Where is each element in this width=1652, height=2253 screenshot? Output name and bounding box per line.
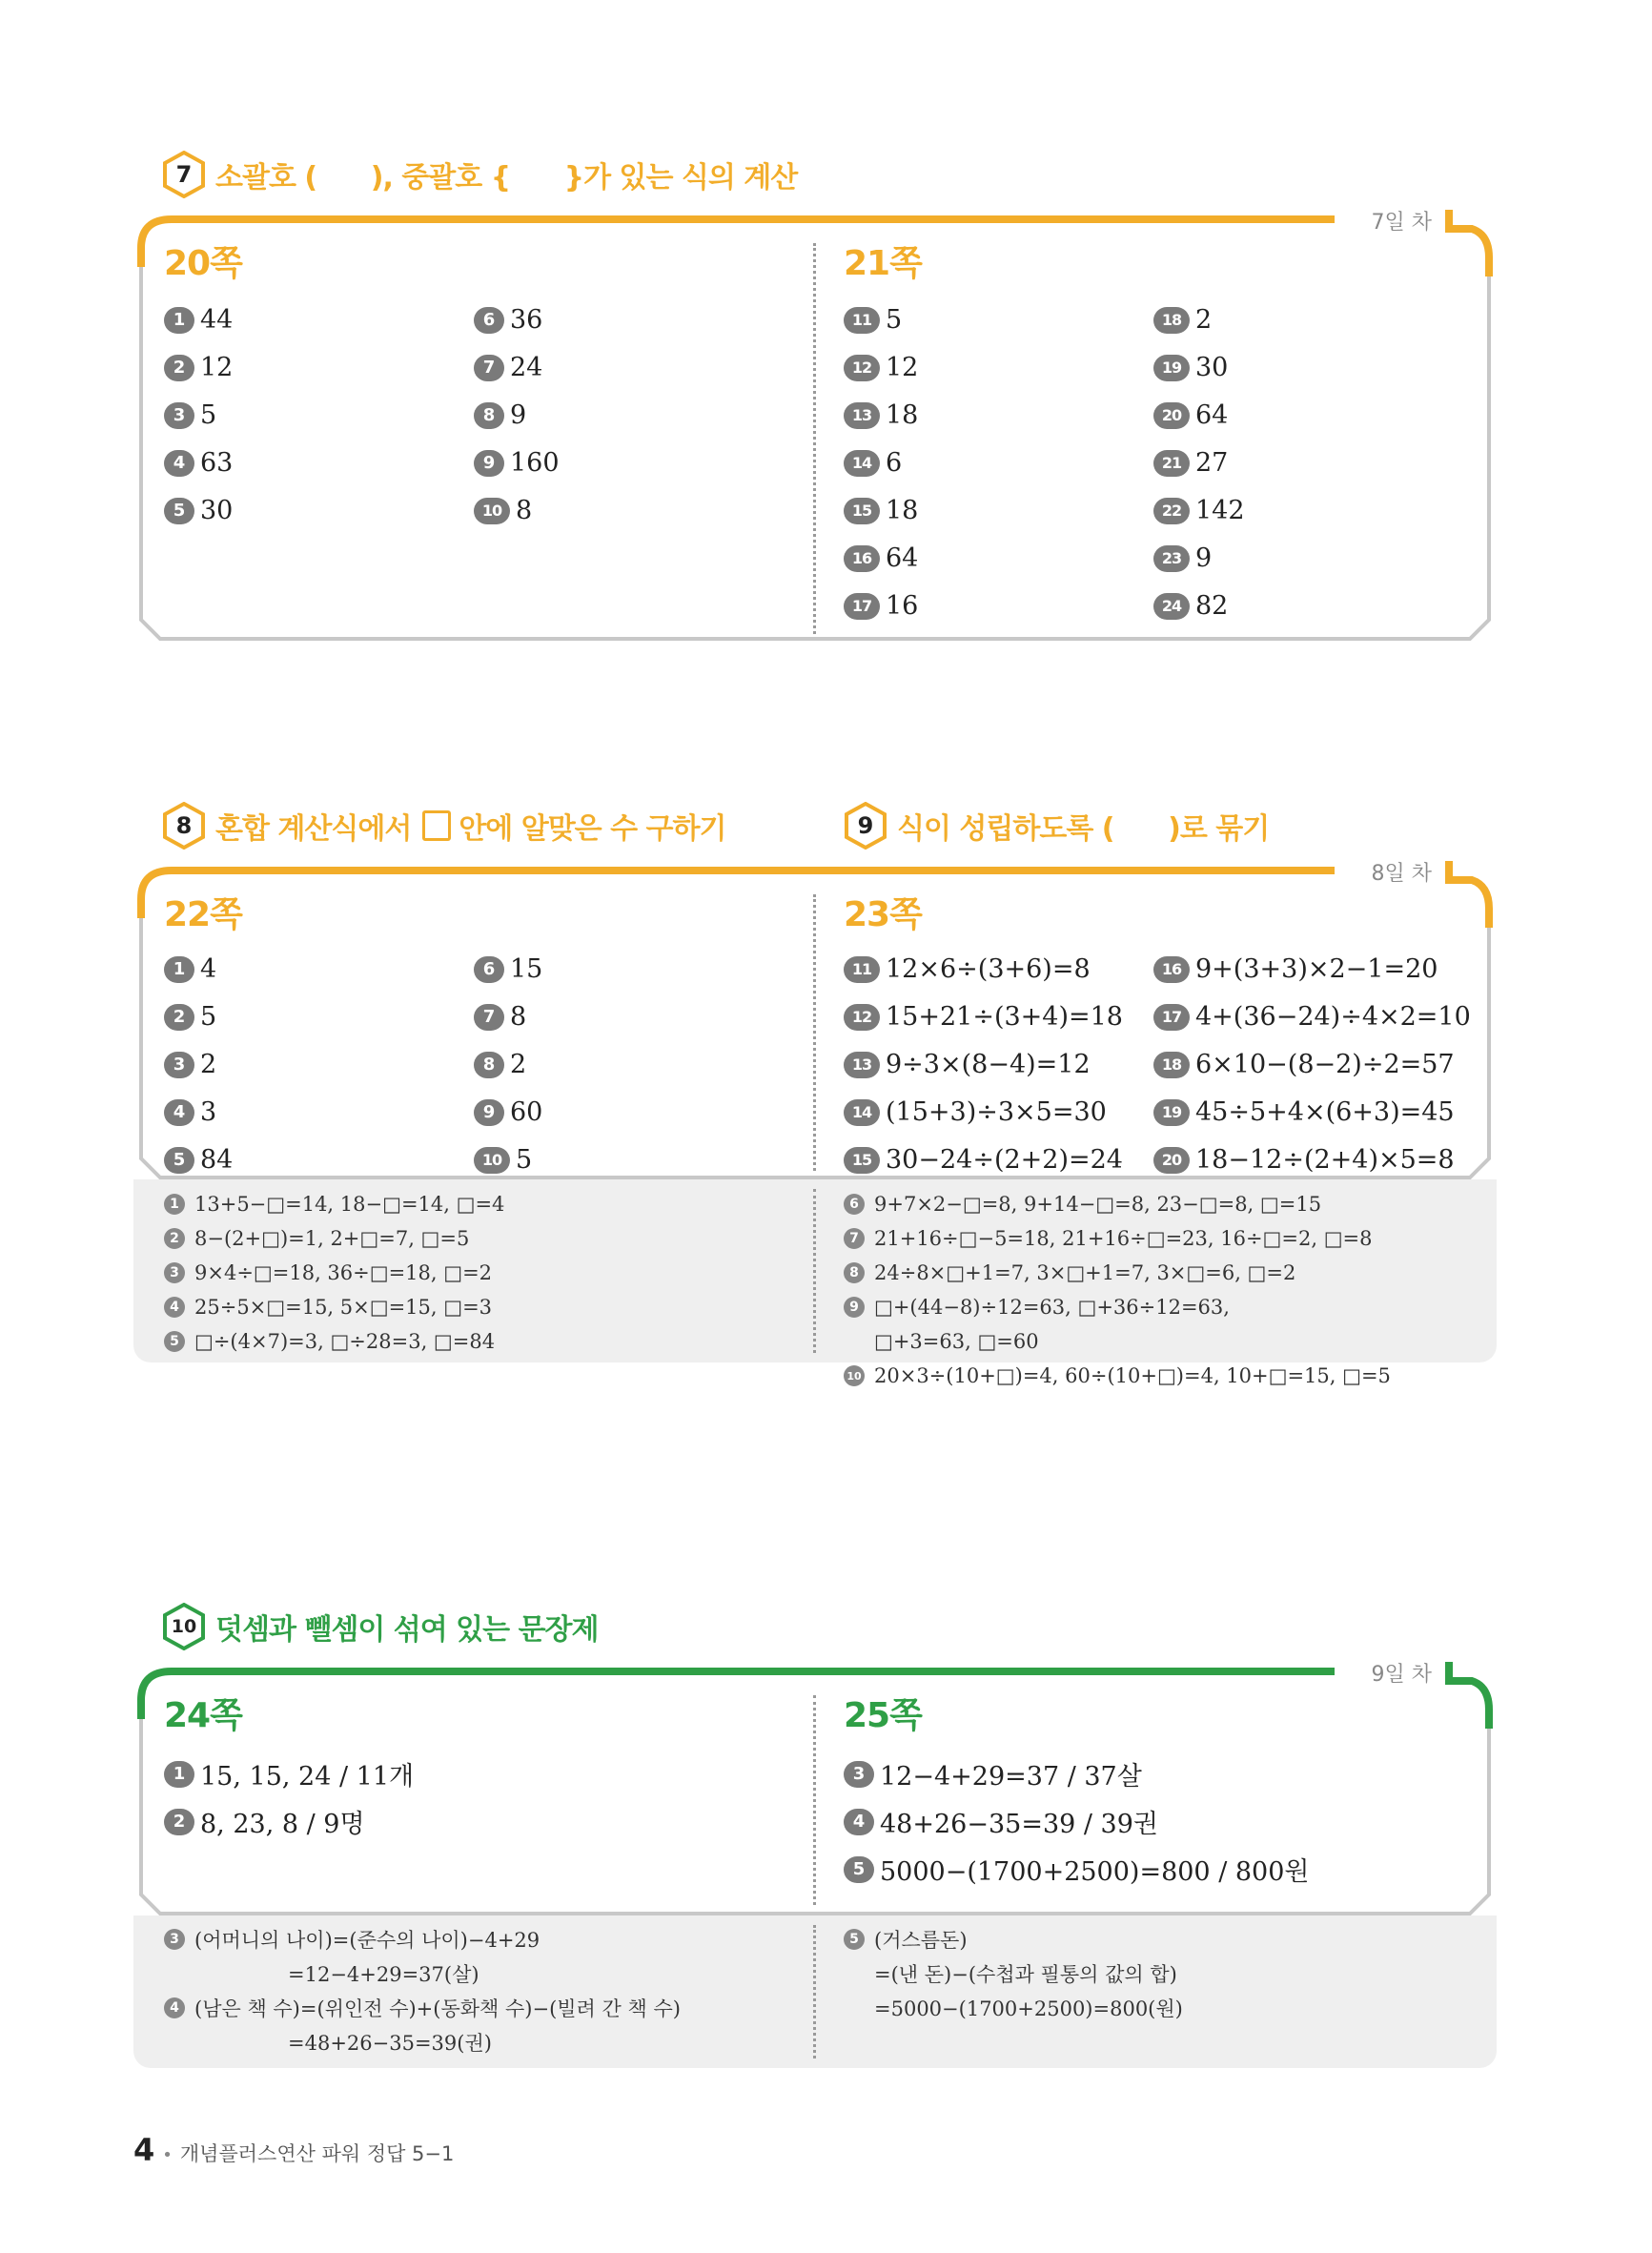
answer-value: 5: [886, 305, 903, 335]
answer-value: 15, 15, 24 / 11개: [200, 1762, 415, 1792]
section-8-title-b: 안에 알맞은 수 구하기: [459, 812, 726, 846]
answer-value: 36: [510, 305, 543, 335]
section-10-title: 덧셈과 뺄셈이 섞여 있는 문장제: [215, 1613, 599, 1647]
explanation-text: 20×3÷(10+□)=4, 60÷(10+□)=4, 10+□=15, □=5: [874, 1364, 1391, 1387]
answer-value: 5: [516, 1145, 533, 1175]
item-number-badge: 7: [844, 1228, 865, 1249]
answer-value: 30: [200, 496, 234, 525]
answer-value: 64: [1195, 400, 1229, 430]
answer-item: [1153, 1145, 1455, 1175]
explanation-line: [844, 1925, 968, 1954]
item-number-badge: 3: [164, 1929, 185, 1950]
explanation-text: =48+26−35=39(권): [288, 2032, 492, 2055]
answer-value: 12−4+29=37 / 37살: [880, 1762, 1142, 1792]
answer-value: 2: [1195, 305, 1213, 335]
explanation-line: [164, 1261, 492, 1284]
item-number-badge: 6: [474, 956, 504, 983]
item-number-badge: 4: [844, 1809, 874, 1835]
answer-value: 8, 23, 8 / 9명: [200, 1810, 365, 1839]
answer-item: [164, 1803, 365, 1840]
page-label-left: 24쪽: [164, 1696, 242, 1735]
explanation-box: [133, 1915, 1497, 2068]
answer-value: 30: [1195, 353, 1229, 382]
section-8-header: [162, 802, 725, 850]
answer-item: [164, 954, 216, 984]
answer-value: 6×10−(8−2)÷2=57: [1195, 1050, 1455, 1079]
answer-item: [474, 496, 532, 525]
explanation-text: =5000−(1700+2500)=800(원): [874, 1997, 1183, 2020]
answer-item: [1153, 1097, 1455, 1127]
explanation-line: [844, 1227, 1373, 1250]
answer-value: 5: [200, 1002, 217, 1032]
item-number-badge: 4: [164, 1099, 194, 1126]
item-number-badge: 12: [844, 1004, 880, 1031]
blank-box-icon: [422, 810, 451, 841]
item-number-badge: 4: [164, 450, 194, 477]
answer-value: 60: [510, 1097, 543, 1127]
item-number-badge: 3: [164, 1052, 194, 1078]
explanation-text: 9×4÷□=18, 36÷□=18, □=2: [194, 1261, 493, 1284]
explanation-text: 8−(2+□)=1, 2+□=7, □=5: [194, 1227, 470, 1250]
answer-frame: [133, 1662, 1497, 1919]
explanation-line: [874, 1959, 1177, 1988]
item-number-badge: 18: [1153, 307, 1190, 334]
answer-item: [844, 1002, 1123, 1032]
explanation-text: □+(44−8)÷12=63, □+36÷12=63,: [874, 1296, 1230, 1319]
answer-value: 5000−(1700+2500)=800 / 800원: [880, 1857, 1310, 1887]
answer-value: 16: [886, 591, 919, 621]
answer-item: [474, 954, 542, 984]
footer-text: 개념플러스연산 파워 정답 5−1: [179, 2142, 455, 2165]
answer-value: 15+21÷(3+4)=18: [886, 1002, 1123, 1032]
answer-item: [164, 1050, 216, 1079]
explanation-text: (거스름돈): [874, 1929, 968, 1952]
answer-item: [164, 1002, 216, 1032]
item-number-badge: 24: [1153, 593, 1190, 620]
item-number-badge: 11: [844, 956, 880, 983]
page-number: 4: [133, 2132, 155, 2168]
answer-value: (15+3)÷3×5=30: [886, 1097, 1107, 1127]
answer-item: [844, 448, 902, 478]
page-label-right: 25쪽: [844, 1696, 922, 1735]
item-number-badge: 8: [844, 1262, 865, 1283]
answer-value: 15: [510, 954, 543, 984]
answer-frame: [133, 210, 1497, 658]
answer-value: 9+(3+3)×2−1=20: [1195, 954, 1438, 984]
answer-value: 63: [200, 448, 234, 478]
explanation-text: 25÷5×□=15, 5×□=15, □=3: [194, 1296, 493, 1319]
answer-value: 30−24÷(2+2)=24: [886, 1145, 1123, 1175]
item-number-badge: 17: [1153, 1004, 1190, 1031]
answer-value: 18: [886, 496, 919, 525]
day-tag: 8일 차: [1371, 862, 1432, 886]
item-number-badge: 15: [844, 1147, 880, 1174]
answer-value: 2: [200, 1050, 217, 1079]
explanation-text: 24÷8×□+1=7, 3×□+1=7, 3×□=6, □=2: [874, 1261, 1296, 1284]
answer-value: 64: [886, 543, 919, 573]
item-number-badge: 2: [164, 1228, 185, 1249]
item-number-badge: 20: [1153, 1147, 1190, 1174]
explanation-text: 21+16÷□−5=18, 21+16÷□=23, 16÷□=2, □=8: [874, 1227, 1373, 1250]
section-7-header: [162, 151, 797, 198]
answer-item: [474, 305, 542, 335]
item-number-badge: 3: [164, 402, 194, 429]
explanation-line: [164, 1994, 681, 2022]
answer-value: 12×6÷(3+6)=8: [886, 954, 1091, 984]
answer-value: 27: [1195, 448, 1229, 478]
item-number-badge: 23: [1153, 545, 1190, 572]
item-number-badge: 13: [844, 1052, 880, 1078]
answer-value: 4+(36−24)÷4×2=10: [1195, 1002, 1471, 1032]
answer-item: [1153, 1050, 1455, 1079]
item-number-badge: 11: [844, 307, 880, 334]
page-label-right: 21쪽: [844, 244, 922, 283]
answer-item: [164, 496, 233, 525]
item-number-badge: 1: [164, 956, 194, 983]
explanation-line: [164, 1193, 504, 1216]
answer-value: 12: [886, 353, 919, 382]
section-number-badge: 7: [162, 151, 206, 198]
answer-value: 2: [510, 1050, 527, 1079]
item-number-badge: 10: [474, 498, 510, 524]
answer-item: [164, 400, 216, 430]
explanation-line: [164, 1330, 495, 1353]
answer-value: 82: [1195, 591, 1229, 621]
answer-item: [474, 1145, 532, 1175]
answer-value: 48+26−35=39 / 39권: [880, 1810, 1158, 1839]
page-label-left: 20쪽: [164, 244, 242, 283]
answer-item: [1153, 1002, 1471, 1032]
answer-value: 44: [200, 305, 234, 335]
item-number-badge: 12: [844, 355, 880, 381]
item-number-badge: 14: [844, 450, 880, 477]
item-number-badge: 2: [164, 355, 194, 381]
item-number-badge: 21: [1153, 450, 1190, 477]
item-number-badge: 10: [474, 1147, 510, 1174]
answer-item: [844, 1851, 1310, 1888]
section-7: [133, 143, 1497, 658]
day-tag: 7일 차: [1371, 211, 1432, 235]
answer-item: [844, 496, 918, 525]
answer-value: 9: [510, 400, 527, 430]
answer-item: [844, 1803, 1158, 1840]
section-8-title-a: 혼합 계산식에서: [215, 812, 412, 846]
answer-value: 6: [886, 448, 903, 478]
item-number-badge: 10: [844, 1365, 865, 1386]
explanation-line: [164, 1296, 492, 1319]
page-label-right: 23쪽: [844, 895, 922, 934]
answer-item: [164, 305, 233, 335]
answer-item: [844, 1145, 1123, 1175]
explanation-line: [288, 2028, 492, 2057]
column-divider: [813, 243, 816, 634]
explanation-text: =(낸 돈)−(수첩과 필통의 값의 합): [874, 1963, 1177, 1986]
item-number-badge: 8: [474, 1052, 504, 1078]
item-number-badge: 5: [164, 498, 194, 524]
explanation-text: □+3=63, □=60: [874, 1330, 1039, 1353]
answer-item: [1153, 305, 1212, 335]
section-10-header: [162, 1603, 599, 1650]
answer-value: 142: [1195, 496, 1245, 525]
answer-value: 4: [200, 954, 217, 984]
item-number-badge: 20: [1153, 402, 1190, 429]
bullet-dot-icon: •: [162, 2145, 173, 2165]
item-number-badge: 15: [844, 498, 880, 524]
answer-item: [474, 1002, 526, 1032]
section-8: [133, 796, 1497, 1454]
item-number-badge: 2: [164, 1004, 194, 1031]
answer-item: [1153, 353, 1228, 382]
answer-item: [844, 353, 918, 382]
item-number-badge: 19: [1153, 355, 1190, 381]
item-number-badge: 4: [164, 1997, 185, 2018]
answer-item: [164, 448, 233, 478]
item-number-badge: 7: [474, 1004, 504, 1031]
answer-item: [474, 400, 526, 430]
answer-value: 9: [1195, 543, 1213, 573]
answer-value: 8: [510, 1002, 527, 1032]
item-number-badge: 13: [844, 402, 880, 429]
item-number-badge: 16: [1153, 956, 1190, 983]
explanation-text: □÷(4×7)=3, □÷28=3, □=84: [194, 1330, 496, 1353]
answer-item: [474, 1097, 542, 1127]
explanation-line: [844, 1296, 1230, 1319]
column-divider: [813, 894, 816, 1171]
answer-item: [844, 1097, 1107, 1127]
explanation-box: [133, 1179, 1497, 1387]
answer-value: 160: [510, 448, 560, 478]
section-number-badge: 9: [844, 802, 887, 850]
answer-item: [474, 448, 560, 478]
item-number-badge: 16: [844, 545, 880, 572]
answer-frame: [133, 861, 1497, 1185]
answer-value: 18−12÷(2+4)×5=8: [1195, 1145, 1455, 1175]
column-divider: [813, 1189, 816, 1353]
answer-item: [844, 400, 918, 430]
answer-item: [164, 353, 233, 382]
section-10: [133, 1597, 1497, 2083]
item-number-badge: 22: [1153, 498, 1190, 524]
explanation-text: (어머니의 나이)=(준수의 나이)−4+29: [194, 1929, 540, 1952]
item-number-badge: 18: [1153, 1052, 1190, 1078]
item-number-badge: 7: [474, 355, 504, 381]
item-number-badge: 3: [844, 1761, 874, 1788]
item-number-badge: 9: [474, 1099, 504, 1126]
answer-value: 5: [200, 400, 217, 430]
explanation-line: [844, 1364, 1391, 1387]
page-label-left: 22쪽: [164, 895, 242, 934]
answer-item: [844, 954, 1091, 984]
item-number-badge: 8: [474, 402, 504, 429]
answer-item: [164, 1145, 233, 1175]
explanation-line: [164, 1925, 540, 1954]
answer-item: [164, 1755, 414, 1792]
answer-item: [1153, 954, 1438, 984]
item-number-badge: 3: [164, 1262, 185, 1283]
answer-value: 24: [510, 353, 543, 382]
answer-item: [1153, 543, 1212, 573]
answer-item: [844, 305, 902, 335]
answer-value: 45÷5+4×(6+3)=45: [1195, 1097, 1455, 1127]
item-number-badge: 5: [844, 1929, 865, 1950]
item-number-badge: 9: [844, 1297, 865, 1318]
section-7-title: 소괄호 ( ), 중괄호 { }가 있는 식의 계산: [215, 161, 798, 195]
answer-item: [844, 591, 918, 621]
explanation-text: 13+5−□=14, 18−□=14, □=4: [194, 1193, 505, 1216]
answer-value: 84: [200, 1145, 234, 1175]
answer-item: [1153, 591, 1228, 621]
answer-item: [844, 1050, 1091, 1079]
explanation-line: [844, 1261, 1295, 1284]
item-number-badge: 5: [164, 1331, 185, 1352]
item-number-badge: 17: [844, 593, 880, 620]
item-number-badge: 2: [164, 1809, 194, 1835]
answer-item: [844, 1755, 1142, 1792]
column-divider: [813, 1695, 816, 1905]
answer-value: 18: [886, 400, 919, 430]
page-footer: [133, 2132, 454, 2168]
item-number-badge: 19: [1153, 1099, 1190, 1126]
explanation-line: [288, 1959, 479, 1988]
answer-item: [1153, 448, 1228, 478]
answer-value: 12: [200, 353, 234, 382]
answer-value: 9÷3×(8−4)=12: [886, 1050, 1091, 1079]
item-number-badge: 6: [844, 1194, 865, 1215]
column-divider: [813, 1925, 816, 2058]
explanation-line: [874, 1330, 1039, 1353]
answer-item: [1153, 400, 1228, 430]
explanation-text: 9+7×2−□=8, 9+14−□=8, 23−□=8, □=15: [874, 1193, 1322, 1216]
answer-item: [474, 1050, 526, 1079]
explanation-text: =12−4+29=37(살): [288, 1963, 479, 1986]
section-9-title: 식이 성립하도록 ( )로 묶기: [897, 812, 1270, 846]
answer-item: [474, 353, 542, 382]
section-9-header: [844, 802, 1269, 850]
answer-item: [844, 543, 918, 573]
answer-item: [1153, 496, 1245, 525]
item-number-badge: 5: [164, 1147, 194, 1174]
item-number-badge: 1: [164, 307, 194, 334]
day-tag: 9일 차: [1371, 1663, 1432, 1687]
section-number-badge: 10: [162, 1603, 206, 1650]
explanation-line: [164, 1227, 469, 1250]
answer-value: 8: [516, 496, 533, 525]
item-number-badge: 4: [164, 1297, 185, 1318]
explanation-line: [844, 1193, 1321, 1216]
explanation-text: (남은 책 수)=(위인전 수)+(동화책 수)−(빌려 간 책 수): [194, 1997, 681, 2020]
explanation-line: [874, 1994, 1183, 2022]
answer-item: [164, 1097, 216, 1127]
answer-value: 3: [200, 1097, 217, 1127]
item-number-badge: 5: [844, 1856, 874, 1883]
item-number-badge: 1: [164, 1194, 185, 1215]
item-number-badge: 1: [164, 1761, 194, 1788]
section-number-badge: 8: [162, 802, 206, 850]
item-number-badge: 6: [474, 307, 504, 334]
item-number-badge: 9: [474, 450, 504, 477]
item-number-badge: 14: [844, 1099, 880, 1126]
